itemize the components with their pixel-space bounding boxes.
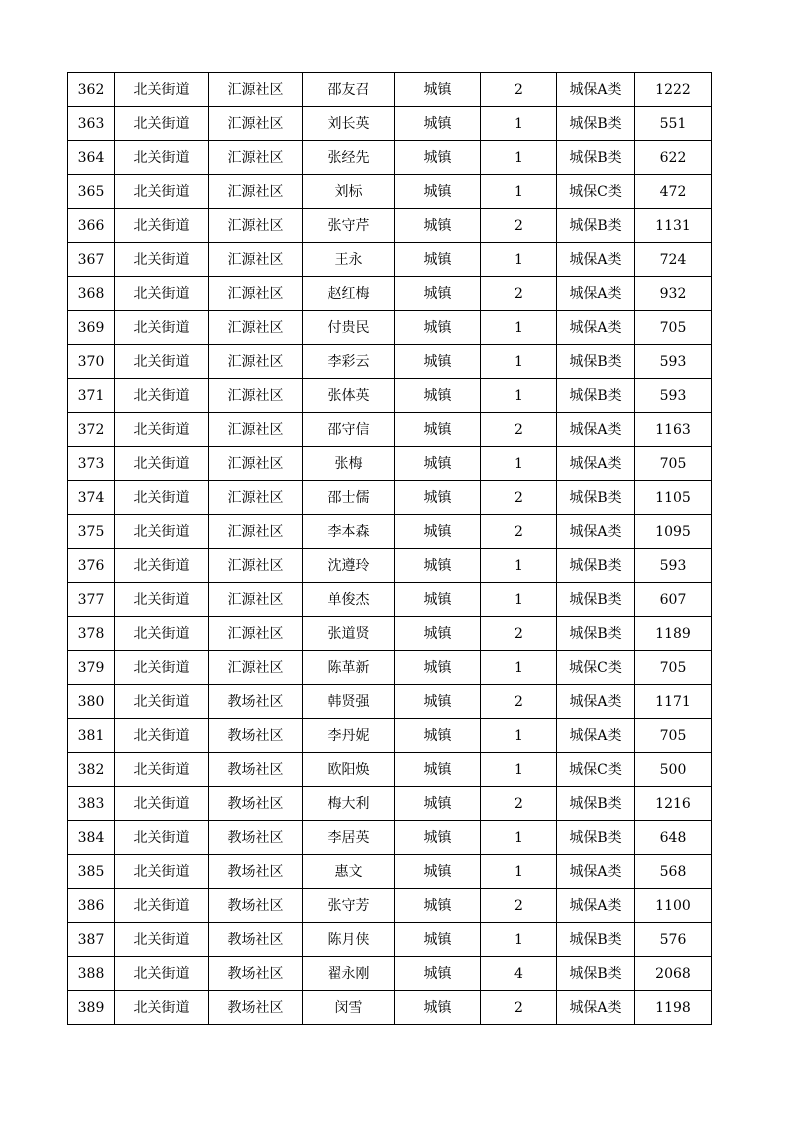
insurance-category-cell: 城保B类 (557, 787, 635, 821)
table-row (68, 209, 712, 243)
person-name-cell: 邵守信 (303, 413, 395, 447)
insurance-category-cell: 城保A类 (557, 889, 635, 923)
street-name-cell: 北关街道 (115, 481, 209, 515)
household-count-cell: 2 (481, 277, 557, 311)
area-type-cell: 城镇 (395, 889, 481, 923)
row-number-cell: 383 (68, 787, 115, 821)
row-number-cell: 376 (68, 549, 115, 583)
table-row (68, 923, 712, 957)
row-number-cell: 381 (68, 719, 115, 753)
insurance-category-cell: 城保B类 (557, 481, 635, 515)
person-name-cell: 刘标 (303, 175, 395, 209)
amount-cell: 1100 (635, 889, 712, 923)
household-count-cell: 1 (481, 651, 557, 685)
row-number-cell: 372 (68, 413, 115, 447)
community-name-cell: 汇源社区 (209, 515, 303, 549)
person-name-cell: 付贵民 (303, 311, 395, 345)
street-name-cell: 北关街道 (115, 141, 209, 175)
household-count-cell: 1 (481, 311, 557, 345)
insurance-category-cell: 城保B类 (557, 141, 635, 175)
household-count-cell: 1 (481, 141, 557, 175)
street-name-cell: 北关街道 (115, 821, 209, 855)
household-count-cell: 2 (481, 889, 557, 923)
person-name-cell: 陈月侠 (303, 923, 395, 957)
amount-cell: 576 (635, 923, 712, 957)
household-count-cell: 2 (481, 481, 557, 515)
row-number-cell: 384 (68, 821, 115, 855)
row-number-cell: 388 (68, 957, 115, 991)
amount-cell: 593 (635, 549, 712, 583)
area-type-cell: 城镇 (395, 617, 481, 651)
table-row (68, 617, 712, 651)
community-name-cell: 汇源社区 (209, 175, 303, 209)
person-name-cell: 张体英 (303, 379, 395, 413)
household-count-cell: 1 (481, 583, 557, 617)
table-row (68, 277, 712, 311)
insurance-category-cell: 城保A类 (557, 277, 635, 311)
person-name-cell: 梅大利 (303, 787, 395, 821)
table-row (68, 175, 712, 209)
row-number-cell: 365 (68, 175, 115, 209)
household-count-cell: 2 (481, 515, 557, 549)
community-name-cell: 汇源社区 (209, 277, 303, 311)
area-type-cell: 城镇 (395, 277, 481, 311)
insurance-category-cell: 城保A类 (557, 243, 635, 277)
insurance-category-cell: 城保B类 (557, 209, 635, 243)
insurance-category-cell: 城保A类 (557, 991, 635, 1025)
community-name-cell: 教场社区 (209, 991, 303, 1025)
street-name-cell: 北关街道 (115, 889, 209, 923)
household-count-cell: 1 (481, 107, 557, 141)
row-number-cell: 362 (68, 73, 115, 107)
table-row (68, 855, 712, 889)
area-type-cell: 城镇 (395, 311, 481, 345)
amount-cell: 1105 (635, 481, 712, 515)
insurance-category-cell: 城保B类 (557, 379, 635, 413)
street-name-cell: 北关街道 (115, 515, 209, 549)
person-name-cell: 张守芹 (303, 209, 395, 243)
amount-cell: 568 (635, 855, 712, 889)
table-row (68, 379, 712, 413)
person-name-cell: 张梅 (303, 447, 395, 481)
amount-cell: 1163 (635, 413, 712, 447)
amount-cell: 1171 (635, 685, 712, 719)
community-name-cell: 汇源社区 (209, 379, 303, 413)
street-name-cell: 北关街道 (115, 685, 209, 719)
street-name-cell: 北关街道 (115, 277, 209, 311)
community-name-cell: 汇源社区 (209, 311, 303, 345)
amount-cell: 724 (635, 243, 712, 277)
insurance-category-cell: 城保C类 (557, 175, 635, 209)
table-row (68, 311, 712, 345)
community-name-cell: 汇源社区 (209, 447, 303, 481)
insurance-category-cell: 城保B类 (557, 345, 635, 379)
row-number-cell: 382 (68, 753, 115, 787)
person-name-cell: 翟永刚 (303, 957, 395, 991)
amount-cell: 1222 (635, 73, 712, 107)
person-name-cell: 李本森 (303, 515, 395, 549)
street-name-cell: 北关街道 (115, 311, 209, 345)
street-name-cell: 北关街道 (115, 719, 209, 753)
household-count-cell: 2 (481, 413, 557, 447)
roster-body (68, 73, 712, 1025)
community-name-cell: 汇源社区 (209, 141, 303, 175)
person-name-cell: 沈遵玲 (303, 549, 395, 583)
household-count-cell: 1 (481, 243, 557, 277)
amount-cell: 551 (635, 107, 712, 141)
street-name-cell: 北关街道 (115, 243, 209, 277)
household-count-cell: 1 (481, 719, 557, 753)
table-row (68, 583, 712, 617)
community-name-cell: 汇源社区 (209, 73, 303, 107)
household-count-cell: 1 (481, 175, 557, 209)
amount-cell: 1131 (635, 209, 712, 243)
community-name-cell: 汇源社区 (209, 209, 303, 243)
table-row (68, 73, 712, 107)
community-name-cell: 教场社区 (209, 821, 303, 855)
person-name-cell: 韩贤强 (303, 685, 395, 719)
row-number-cell: 378 (68, 617, 115, 651)
community-name-cell: 教场社区 (209, 957, 303, 991)
amount-cell: 1198 (635, 991, 712, 1025)
row-number-cell: 373 (68, 447, 115, 481)
community-name-cell: 汇源社区 (209, 617, 303, 651)
insurance-category-cell: 城保B类 (557, 617, 635, 651)
person-name-cell: 李居英 (303, 821, 395, 855)
insurance-category-cell: 城保A类 (557, 413, 635, 447)
table-row (68, 413, 712, 447)
person-name-cell: 刘长英 (303, 107, 395, 141)
household-count-cell: 1 (481, 753, 557, 787)
insurance-category-cell: 城保A类 (557, 719, 635, 753)
table-row (68, 141, 712, 175)
row-number-cell: 386 (68, 889, 115, 923)
insurance-category-cell: 城保A类 (557, 311, 635, 345)
insurance-category-cell: 城保C类 (557, 753, 635, 787)
row-number-cell: 367 (68, 243, 115, 277)
community-name-cell: 教场社区 (209, 923, 303, 957)
street-name-cell: 北关街道 (115, 379, 209, 413)
person-name-cell: 闵雪 (303, 991, 395, 1025)
street-name-cell: 北关街道 (115, 991, 209, 1025)
household-count-cell: 2 (481, 617, 557, 651)
household-count-cell: 1 (481, 923, 557, 957)
person-name-cell: 李丹妮 (303, 719, 395, 753)
household-count-cell: 1 (481, 379, 557, 413)
table-row (68, 753, 712, 787)
household-count-cell: 2 (481, 209, 557, 243)
row-number-cell: 366 (68, 209, 115, 243)
row-number-cell: 375 (68, 515, 115, 549)
amount-cell: 1216 (635, 787, 712, 821)
person-name-cell: 惠文 (303, 855, 395, 889)
insurance-category-cell: 城保C类 (557, 651, 635, 685)
area-type-cell: 城镇 (395, 379, 481, 413)
street-name-cell: 北关街道 (115, 107, 209, 141)
person-name-cell: 张守芳 (303, 889, 395, 923)
household-count-cell: 2 (481, 787, 557, 821)
amount-cell: 622 (635, 141, 712, 175)
street-name-cell: 北关街道 (115, 345, 209, 379)
row-number-cell: 387 (68, 923, 115, 957)
person-name-cell: 赵红梅 (303, 277, 395, 311)
community-name-cell: 汇源社区 (209, 345, 303, 379)
amount-cell: 1095 (635, 515, 712, 549)
area-type-cell: 城镇 (395, 209, 481, 243)
household-count-cell: 1 (481, 821, 557, 855)
amount-cell: 705 (635, 447, 712, 481)
amount-cell: 648 (635, 821, 712, 855)
table-row (68, 447, 712, 481)
person-name-cell: 邵士儒 (303, 481, 395, 515)
area-type-cell: 城镇 (395, 923, 481, 957)
person-name-cell: 张经先 (303, 141, 395, 175)
household-count-cell: 4 (481, 957, 557, 991)
street-name-cell: 北关街道 (115, 73, 209, 107)
row-number-cell: 374 (68, 481, 115, 515)
row-number-cell: 377 (68, 583, 115, 617)
household-count-cell: 2 (481, 73, 557, 107)
row-number-cell: 370 (68, 345, 115, 379)
amount-cell: 932 (635, 277, 712, 311)
street-name-cell: 北关街道 (115, 957, 209, 991)
insurance-category-cell: 城保B类 (557, 549, 635, 583)
household-count-cell: 2 (481, 991, 557, 1025)
street-name-cell: 北关街道 (115, 209, 209, 243)
area-type-cell: 城镇 (395, 855, 481, 889)
community-name-cell: 汇源社区 (209, 107, 303, 141)
table-row (68, 889, 712, 923)
community-name-cell: 汇源社区 (209, 481, 303, 515)
amount-cell: 705 (635, 311, 712, 345)
street-name-cell: 北关街道 (115, 855, 209, 889)
insurance-category-cell: 城保B类 (557, 957, 635, 991)
roster-sheet (67, 72, 712, 1025)
subsidy-roster-table (67, 72, 712, 1025)
person-name-cell: 邵友召 (303, 73, 395, 107)
area-type-cell: 城镇 (395, 787, 481, 821)
row-number-cell: 371 (68, 379, 115, 413)
community-name-cell: 教场社区 (209, 889, 303, 923)
person-name-cell: 张道贤 (303, 617, 395, 651)
street-name-cell: 北关街道 (115, 923, 209, 957)
area-type-cell: 城镇 (395, 141, 481, 175)
street-name-cell: 北关街道 (115, 447, 209, 481)
street-name-cell: 北关街道 (115, 413, 209, 447)
table-row (68, 107, 712, 141)
area-type-cell: 城镇 (395, 957, 481, 991)
area-type-cell: 城镇 (395, 345, 481, 379)
community-name-cell: 汇源社区 (209, 413, 303, 447)
community-name-cell: 汇源社区 (209, 243, 303, 277)
amount-cell: 500 (635, 753, 712, 787)
table-row (68, 345, 712, 379)
person-name-cell: 王永 (303, 243, 395, 277)
area-type-cell: 城镇 (395, 821, 481, 855)
insurance-category-cell: 城保A类 (557, 685, 635, 719)
table-row (68, 515, 712, 549)
row-number-cell: 363 (68, 107, 115, 141)
community-name-cell: 教场社区 (209, 855, 303, 889)
community-name-cell: 汇源社区 (209, 651, 303, 685)
community-name-cell: 教场社区 (209, 787, 303, 821)
household-count-cell: 1 (481, 447, 557, 481)
street-name-cell: 北关街道 (115, 753, 209, 787)
area-type-cell: 城镇 (395, 685, 481, 719)
area-type-cell: 城镇 (395, 651, 481, 685)
household-count-cell: 1 (481, 549, 557, 583)
table-row (68, 685, 712, 719)
row-number-cell: 389 (68, 991, 115, 1025)
table-row (68, 787, 712, 821)
table-row (68, 481, 712, 515)
amount-cell: 2068 (635, 957, 712, 991)
area-type-cell: 城镇 (395, 413, 481, 447)
table-row (68, 651, 712, 685)
person-name-cell: 陈革新 (303, 651, 395, 685)
row-number-cell: 380 (68, 685, 115, 719)
area-type-cell: 城镇 (395, 753, 481, 787)
insurance-category-cell: 城保A类 (557, 447, 635, 481)
area-type-cell: 城镇 (395, 991, 481, 1025)
insurance-category-cell: 城保B类 (557, 583, 635, 617)
person-name-cell: 单俊杰 (303, 583, 395, 617)
person-name-cell: 欧阳焕 (303, 753, 395, 787)
amount-cell: 472 (635, 175, 712, 209)
household-count-cell: 1 (481, 855, 557, 889)
street-name-cell: 北关街道 (115, 175, 209, 209)
area-type-cell: 城镇 (395, 515, 481, 549)
community-name-cell: 教场社区 (209, 719, 303, 753)
table-row (68, 719, 712, 753)
area-type-cell: 城镇 (395, 719, 481, 753)
row-number-cell: 369 (68, 311, 115, 345)
area-type-cell: 城镇 (395, 243, 481, 277)
person-name-cell: 李彩云 (303, 345, 395, 379)
area-type-cell: 城镇 (395, 549, 481, 583)
insurance-category-cell: 城保A类 (557, 855, 635, 889)
insurance-category-cell: 城保B类 (557, 821, 635, 855)
amount-cell: 1189 (635, 617, 712, 651)
community-name-cell: 汇源社区 (209, 583, 303, 617)
community-name-cell: 汇源社区 (209, 549, 303, 583)
insurance-category-cell: 城保B类 (557, 923, 635, 957)
table-row (68, 549, 712, 583)
table-row (68, 957, 712, 991)
table-row (68, 821, 712, 855)
street-name-cell: 北关街道 (115, 617, 209, 651)
street-name-cell: 北关街道 (115, 787, 209, 821)
community-name-cell: 教场社区 (209, 685, 303, 719)
street-name-cell: 北关街道 (115, 583, 209, 617)
area-type-cell: 城镇 (395, 107, 481, 141)
row-number-cell: 379 (68, 651, 115, 685)
household-count-cell: 2 (481, 685, 557, 719)
insurance-category-cell: 城保A类 (557, 73, 635, 107)
amount-cell: 705 (635, 719, 712, 753)
table-row (68, 243, 712, 277)
area-type-cell: 城镇 (395, 73, 481, 107)
row-number-cell: 368 (68, 277, 115, 311)
row-number-cell: 364 (68, 141, 115, 175)
area-type-cell: 城镇 (395, 175, 481, 209)
amount-cell: 705 (635, 651, 712, 685)
community-name-cell: 教场社区 (209, 753, 303, 787)
table-row (68, 991, 712, 1025)
street-name-cell: 北关街道 (115, 651, 209, 685)
area-type-cell: 城镇 (395, 583, 481, 617)
area-type-cell: 城镇 (395, 481, 481, 515)
amount-cell: 607 (635, 583, 712, 617)
household-count-cell: 1 (481, 345, 557, 379)
insurance-category-cell: 城保B类 (557, 107, 635, 141)
area-type-cell: 城镇 (395, 447, 481, 481)
amount-cell: 593 (635, 345, 712, 379)
insurance-category-cell: 城保A类 (557, 515, 635, 549)
row-number-cell: 385 (68, 855, 115, 889)
amount-cell: 593 (635, 379, 712, 413)
street-name-cell: 北关街道 (115, 549, 209, 583)
